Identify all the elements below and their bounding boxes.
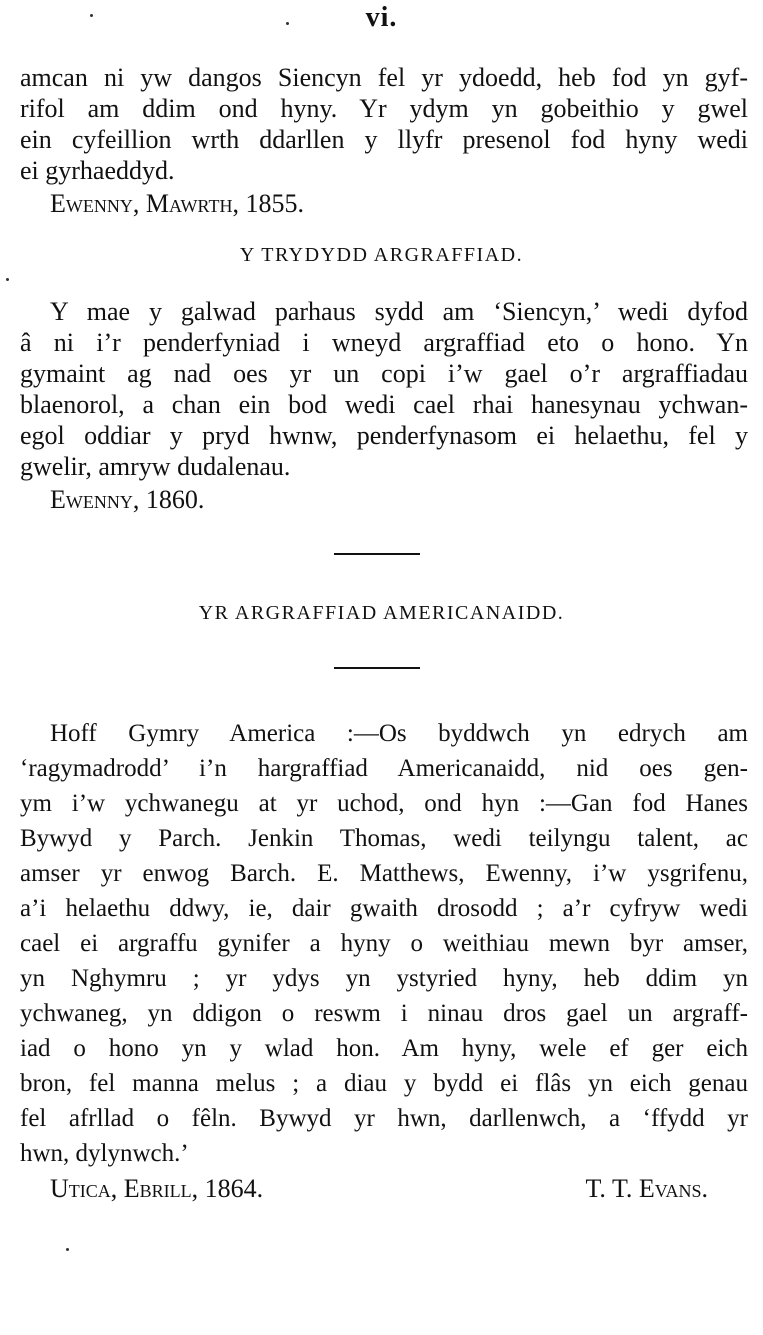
text-line: ychwaneg, yn ddigon o reswm i ninau dros gael un argraff-: [20, 1000, 748, 1027]
text-line: blaenorol, a chan ein bod wedi cael rhai hanesynau ychwan-: [20, 390, 748, 419]
divider-rule: [334, 667, 420, 669]
text-line: ‘ragymadrodd’ i’n hargraffiad Americanaidd, nid oes gen-: [20, 755, 748, 782]
signature-place-date: Ewenny, 1860.: [50, 485, 205, 514]
page-number: vi.: [365, 2, 398, 33]
print-speck: [66, 1248, 69, 1251]
text-line: iad o hono yn y wlad hon. Am hyny, wele ef ger eich: [20, 1035, 748, 1062]
text-line: Bywyd y Parch. Jenkin Thomas, wedi teilyngu talent, ac: [20, 825, 748, 852]
text-line: ein cyfeillion wrth ddarllen y llyfr presenol fod hyny wedi: [20, 125, 748, 154]
text-line: ei gyrhaeddyd.: [20, 156, 175, 185]
text-line: egol oddiar y pryd hwnw, penderfynasom ei helaethu, fel y: [20, 421, 748, 450]
text-line: fel afrllad o fêln. Bywyd yr hwn, darllenwch, a ‘ffydd yr: [20, 1105, 748, 1132]
signature-author: T. T. Evans.: [585, 1174, 708, 1203]
section-heading-third-edition: Y TRYDYDD ARGRAFFIAD.: [239, 244, 524, 266]
text-line: amser yr enwog Barch. E. Matthews, Ewenny, i’w ysgrifenu,: [20, 860, 748, 887]
signature-row: [20, 1171, 748, 1206]
text-line: Y mae y galwad parhaus sydd am ‘Siencyn,’ wedi dyfod: [50, 297, 748, 326]
preface-conclusion: [20, 62, 748, 221]
signature-place-date: Ewenny, Mawrth, 1855.: [50, 189, 304, 218]
print-speck: [6, 278, 9, 281]
text-line: rifol am ddim ond hyny. Yr ydym yn gobeithio y gwel: [20, 94, 748, 123]
text-line: gymaint ag nad oes yr un copi i’w gael o’r argraffiadau: [20, 359, 748, 388]
text-line: â ni i’r penderfyniad i wneyd argraffiad eto o hono. Yn: [20, 328, 748, 357]
text-line: ym i’w ychwanegu at yr uchod, ond hyn :—Gan fod Hanes: [20, 790, 748, 817]
text-line: yn Nghymru ; yr ydys yn ystyried hyny, heb ddim yn: [20, 965, 748, 992]
text-line: cael ei argraffu gynifer a hyny o weithiau mewn byr amser,: [20, 930, 748, 957]
text-line: Hoff Gymry America :—Os byddwch yn edrych am: [50, 720, 748, 747]
text-line: gwelir, amryw dudalenau.: [20, 452, 291, 481]
text-line: a’i helaethu ddwy, ie, dair gwaith drosodd ; a’r cyfryw wedi: [20, 895, 748, 922]
divider-rule: [334, 553, 420, 555]
section-heading-american-edition: YR ARGRAFFIAD AMERICANAIDD.: [198, 602, 565, 624]
american-edition-preface: [20, 716, 748, 1206]
text-line: amcan ni yw dangos Siencyn fel yr ydoedd, heb fod yn gyf-: [20, 63, 748, 92]
signature-place-date: Utica, Ebrill, 1864.: [50, 1174, 264, 1203]
text-line: bron, fel manna melus ; a diau y bydd ei flâs yn eich genau: [20, 1070, 748, 1097]
text-line: hwn, dylynwch.’: [20, 1140, 189, 1167]
third-edition-preface: [20, 296, 748, 517]
